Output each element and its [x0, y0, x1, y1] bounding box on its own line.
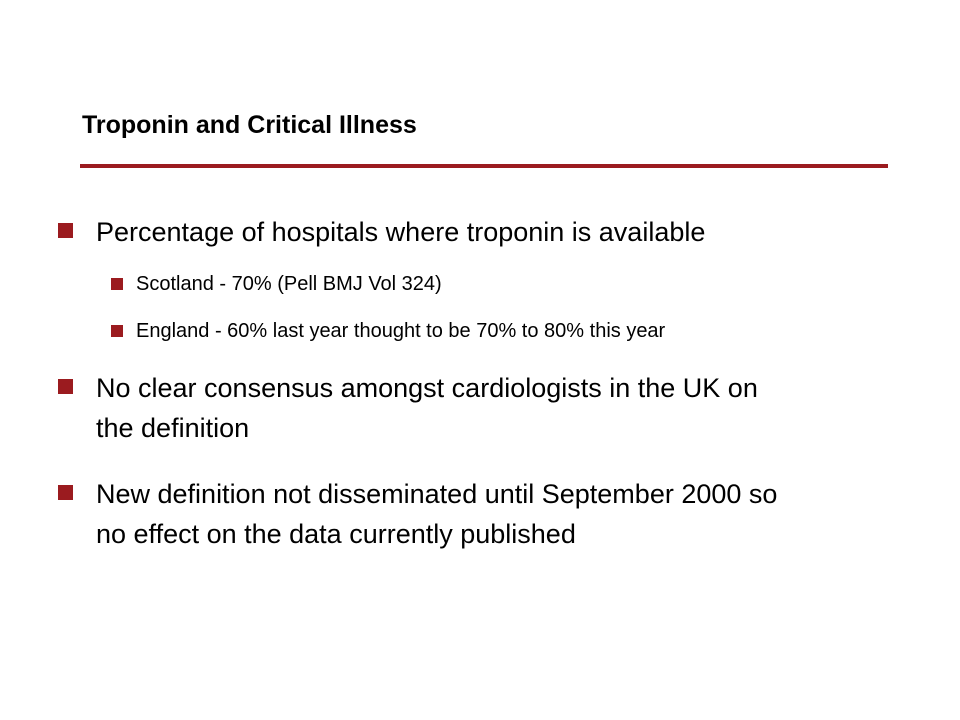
- slide-title: Troponin and Critical Illness: [82, 111, 417, 139]
- square-bullet-icon: [58, 485, 73, 500]
- bullet-text-line-1: No clear consensus amongst cardiologists in the UK on: [96, 373, 758, 403]
- bullet-text-line-2: no effect on the data currently published: [96, 519, 576, 549]
- sub-bullet-text: Scotland - 70% (Pell BMJ Vol 324): [136, 273, 442, 295]
- square-bullet-icon: [111, 278, 123, 290]
- square-bullet-icon: [58, 223, 73, 238]
- sub-bullet-text: England - 60% last year thought to be 70% to 80% this year: [136, 320, 666, 342]
- square-bullet-icon: [58, 379, 73, 394]
- bullet-text: Percentage of hospitals where troponin is available: [96, 217, 706, 247]
- bullet-text-line-1: New definition not disseminated until September 2000 so: [96, 479, 778, 509]
- title-underline: [80, 164, 888, 168]
- square-bullet-icon: [111, 325, 123, 337]
- bullet-text-line-2: the definition: [96, 413, 250, 443]
